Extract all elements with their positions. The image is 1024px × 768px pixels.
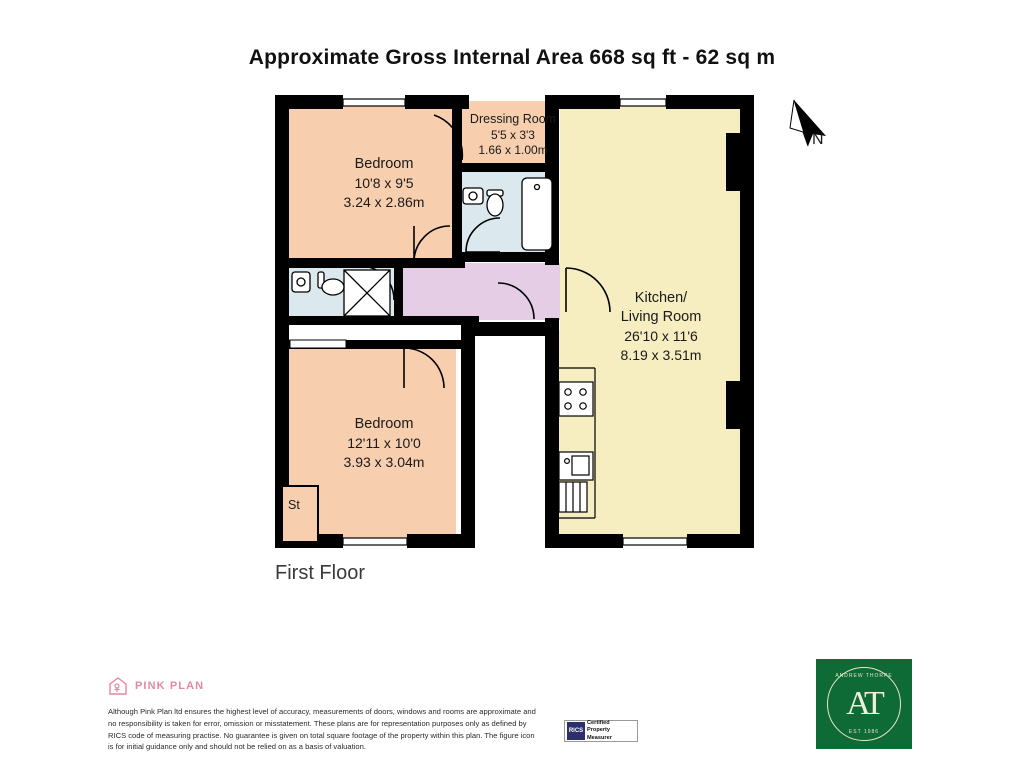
room-name-line1: Kitchen/ <box>634 290 688 306</box>
room-dim-imperial: 5'5 x 3'3 <box>491 127 535 142</box>
agent-logo-monogram: AT <box>846 685 882 722</box>
north-arrow-icon <box>786 98 846 158</box>
room-dim-metric: 1.66 x 1.00m <box>478 143 548 158</box>
rics-text <box>587 720 612 743</box>
room-dim-metric: 8.19 x 3.51m <box>620 346 702 363</box>
agent-logo <box>816 659 912 749</box>
room-label-bedroom-1 <box>318 155 450 211</box>
floor-label: First Floor <box>275 562 365 584</box>
wall-kitchen-left-lower <box>545 318 559 548</box>
fixture-kitchen-units <box>559 482 587 512</box>
rics-line-1: Certified <box>587 719 610 726</box>
window-top-kitchen <box>620 99 666 106</box>
rics-logo: RICS <box>567 722 585 740</box>
room-name: Dressing Room <box>469 112 557 126</box>
pink-plan-brand <box>108 676 204 696</box>
wall-left-mid <box>275 265 289 340</box>
fixture-shower-tray <box>344 270 390 316</box>
wall-right-kitchen-mid <box>740 191 754 381</box>
fixture-hob <box>559 382 593 416</box>
fixture-basin-shower-room <box>292 272 310 292</box>
window-bottom-bed2 <box>343 538 407 545</box>
room-dim-imperial: 26'10 x 11'6 <box>624 328 698 345</box>
house-icon <box>108 676 128 696</box>
wall-dressing-bottom <box>452 163 558 172</box>
wall-right-recess-2 <box>726 381 754 429</box>
agent-logo-ring <box>827 667 901 741</box>
room-dim-metric: 3.93 x 3.04m <box>343 453 425 470</box>
wall-ensuite-bottom <box>452 252 558 262</box>
page-title: Approximate Gross Internal Area 668 sq ft - 62 sq m <box>248 46 776 69</box>
wall-left-upper <box>275 95 289 265</box>
radiator-bedroom-2 <box>290 340 346 348</box>
wall-right-recess-1 <box>726 133 754 191</box>
wall-kitchen-notch <box>475 322 559 336</box>
wall-shower-right <box>394 262 403 322</box>
wall-right-kitchen-top <box>740 95 754 133</box>
pink-plan-label: PINK PLAN <box>135 680 205 692</box>
agent-logo-bottom-text: EST 1986 <box>848 729 880 735</box>
north-label: N <box>812 131 824 148</box>
room-name: Bedroom <box>354 156 414 172</box>
room-dim-imperial: 10'8 x 9'5 <box>354 175 414 192</box>
wall-bed1-bottom <box>275 258 465 268</box>
wall-hall-bottom <box>275 316 403 325</box>
storage-label: St <box>288 498 300 512</box>
agent-logo-top-text: ANDREW THORPE <box>835 673 893 679</box>
rics-badge <box>564 720 638 742</box>
room-name: Bedroom <box>354 416 414 432</box>
storage-cupboard <box>282 486 318 542</box>
rics-line-3: Measurer <box>587 734 612 741</box>
fixture-wc-ensuite <box>487 190 503 216</box>
fixture-basin-ensuite <box>463 188 483 204</box>
room-fill-hallway <box>399 263 560 320</box>
fixture-sink <box>559 452 593 480</box>
room-label-bedroom-2 <box>318 415 450 471</box>
window-top-bed1 <box>343 99 405 106</box>
room-label-dressing-room <box>452 111 574 159</box>
disclaimer-text: Although Pink Plan ltd ensures the highest level of accuracy, measurements of doors, windows and rooms are approximate and no responsibility is taken for error, omission or misstatement. These plans are for representation purposes only as defined by RICS code of measuring practise. No guarantee is given on total square footage of the property within this plan. The figure icon is for initial guidance only and should not be relied on as a basis of valuation. <box>108 707 536 752</box>
room-dim-imperial: 12'11 x 10'0 <box>347 435 421 452</box>
wall-right-kitchen-bottom <box>740 429 754 548</box>
rics-line-2: Property <box>587 727 611 734</box>
fixture-bath <box>522 178 552 250</box>
wall-hall-bottom-2 <box>399 316 479 325</box>
window-bottom-kitchen <box>623 538 687 545</box>
room-name-line2: Living Room <box>620 309 702 326</box>
room-dim-metric: 3.24 x 2.86m <box>343 193 425 210</box>
wall-kitchen-notch-vert <box>461 322 475 548</box>
room-label-kitchen-living-room <box>595 289 727 364</box>
